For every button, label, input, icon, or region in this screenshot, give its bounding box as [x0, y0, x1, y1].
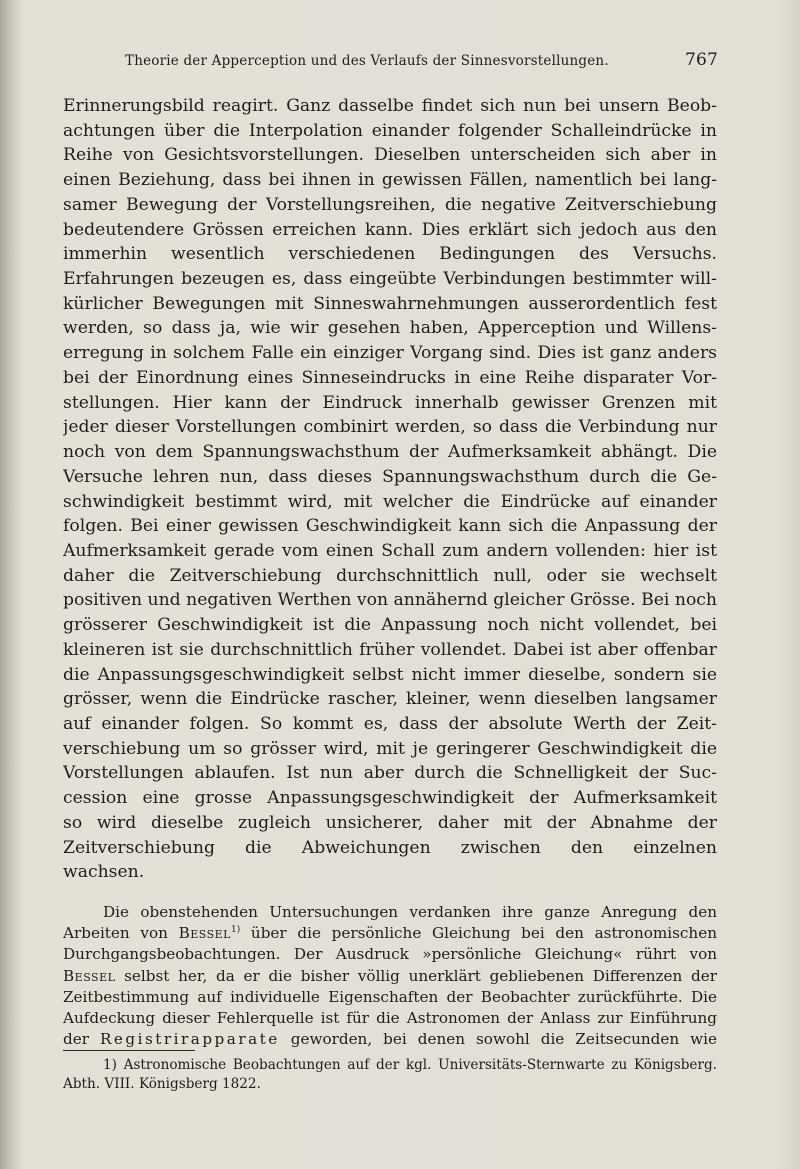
footnote-divider — [63, 1050, 195, 1051]
small-line: Die obenstehenden Untersuchungen verdanken ihre ganze Anregung den — [103, 903, 717, 921]
footnote — [63, 1056, 717, 1093]
small-line: Zeitbestimmung auf individuelle Eigenschaften der Beobachter zurückführte. Die — [63, 987, 717, 1006]
text-line: stellungen. Hier kann der Eindruck innerhalb gewisser Grenzen mit — [63, 392, 717, 413]
text-line: bei der Einordnung eines Sinneseindrucks in eine Reihe disparater Vor- — [63, 367, 717, 388]
small-line: Bessel selbst her, da er die bisher völlig unerklärt gebliebenen Differenzen der — [63, 966, 717, 985]
footnote-line: Abth. VIII. Königsberg 1822. — [63, 1075, 261, 1092]
book-spine-shadow — [0, 0, 22, 1169]
text-line: positiven und negativen Werthen von annähernd gleicher Grösse. Bei noch — [63, 590, 717, 611]
small-line: der Registrirapparate geworden, bei denen sowohl die Zeitsecunden wie — [63, 1030, 717, 1049]
emphasized-term: Registrirapparate — [99, 1030, 280, 1049]
text-line: Vorstellungen ablaufen. Ist nun aber durch die Schnelligkeit der Suc- — [63, 763, 717, 784]
text-line: grösserer Geschwindigkeit ist die Anpassung noch nicht vollendet, bei — [63, 615, 717, 636]
text-line: Zeitverschiebung die Abweichungen zwischen den einzelnen — [63, 837, 717, 858]
text-line: jeder dieser Vorstellungen combinirt werden, so dass die Verbindung nur — [63, 417, 717, 438]
text-line: daher die Zeitverschiebung durchschnittlich null, oder sie wechselt — [63, 565, 717, 586]
text-line: die Anpassungsgeschwindigkeit selbst nicht immer dieselbe, sondern sie — [63, 664, 717, 685]
text-line: auf einander folgen. So kommt es, dass der absolute Werth der Zeit- — [63, 713, 717, 734]
text-line: bedeutendere Grössen erreichen kann. Dies erklärt sich jedoch aus den — [63, 219, 717, 240]
text-line: Reihe von Gesichtsvorstellungen. Dieselben unterscheiden sich aber in — [63, 145, 717, 166]
text-line: so wird dieselbe zugleich unsicherer, daher mit der Abnahme der — [63, 812, 717, 833]
text-line: wachsen. — [63, 862, 145, 883]
text-line: kürlicher Bewegungen mit Sinneswahrnehmungen ausserordentlich fest — [63, 293, 717, 314]
author-name: Bessel — [63, 966, 116, 985]
text-line: Erinnerungsbild reagirt. Ganz dasselbe findet sich nun bei unsern Beob- — [63, 96, 717, 116]
footnote-line: 1) Astronomische Beobachtungen auf der kgl. Universitäts-Sternwarte zu Königsberg. — [103, 1057, 717, 1073]
author-name: Bessel — [178, 924, 231, 943]
small-print-paragraph — [63, 902, 717, 1050]
small-line: Arbeiten von Bessel$^{1)}$ über die persönliche Gleichung bei den astronomischen — [63, 924, 717, 943]
text-line: erregung in solchem Falle ein einziger Vorgang sind. Dies ist ganz anders — [63, 343, 717, 364]
text-line: Versuche lehren nun, dass dieses Spannungswachsthum durch die Ge- — [63, 466, 717, 487]
text-line: schwindigkeit bestimmt wird, mit welcher die Eindrücke auf einander — [63, 491, 717, 512]
text-line: grösser, wenn die Eindrücke rascher, kleiner, wenn dieselben langsamer — [63, 689, 717, 710]
text-line: samer Bewegung der Vorstellungsreihen, die negative Zeitverschiebung — [63, 194, 717, 215]
text-line: achtungen über die Interpolation einander folgender Schalleindrücke in — [63, 120, 717, 141]
text-line: verschiebung um so grösser wird, mit je geringerer Geschwindigkeit die — [63, 738, 717, 759]
text-line: immerhin wesentlich verschiedenen Bedingungen des Versuchs. — [63, 244, 717, 265]
text-line: Aufmerksamkeit gerade vom einen Schall zum andern vollenden: hier ist — [63, 540, 717, 561]
main-paragraph — [63, 94, 717, 885]
small-line: Aufdeckung dieser Fehlerquelle ist für die Astronomen der Anlass zur Einführung — [63, 1008, 717, 1027]
page-number: 767 — [684, 50, 718, 70]
page-header — [95, 50, 718, 74]
text-line: einen Beziehung, dass bei ihnen in gewissen Fällen, namentlich bei lang- — [63, 170, 717, 191]
text-line: werden, so dass ja, wie wir gesehen haben, Apperception und Willens- — [63, 318, 717, 339]
running-title: Theorie der Apperception und des Verlaufs der Sinnesvorstellungen. — [125, 53, 609, 69]
text-line: Erfahrungen bezeugen es, dass eingeübte Verbindungen bestimmter will- — [63, 269, 717, 290]
footnote-marker: 1) — [230, 925, 241, 936]
text-line: noch von dem Spannungswachsthum der Aufmerksamkeit abhängt. Die — [63, 442, 717, 463]
text-line: cession eine grosse Anpassungsgeschwindigkeit der Aufmerksamkeit — [63, 788, 717, 809]
small-line: Durchgangsbeobachtungen. Der Ausdruck »persönliche Gleichung« rührt von — [63, 945, 717, 964]
text-line: kleineren ist sie durchschnittlich früher vollendet. Dabei ist aber offenbar — [63, 639, 717, 660]
text-line: folgen. Bei einer gewissen Geschwindigkeit kann sich die Anpassung der — [63, 516, 717, 537]
